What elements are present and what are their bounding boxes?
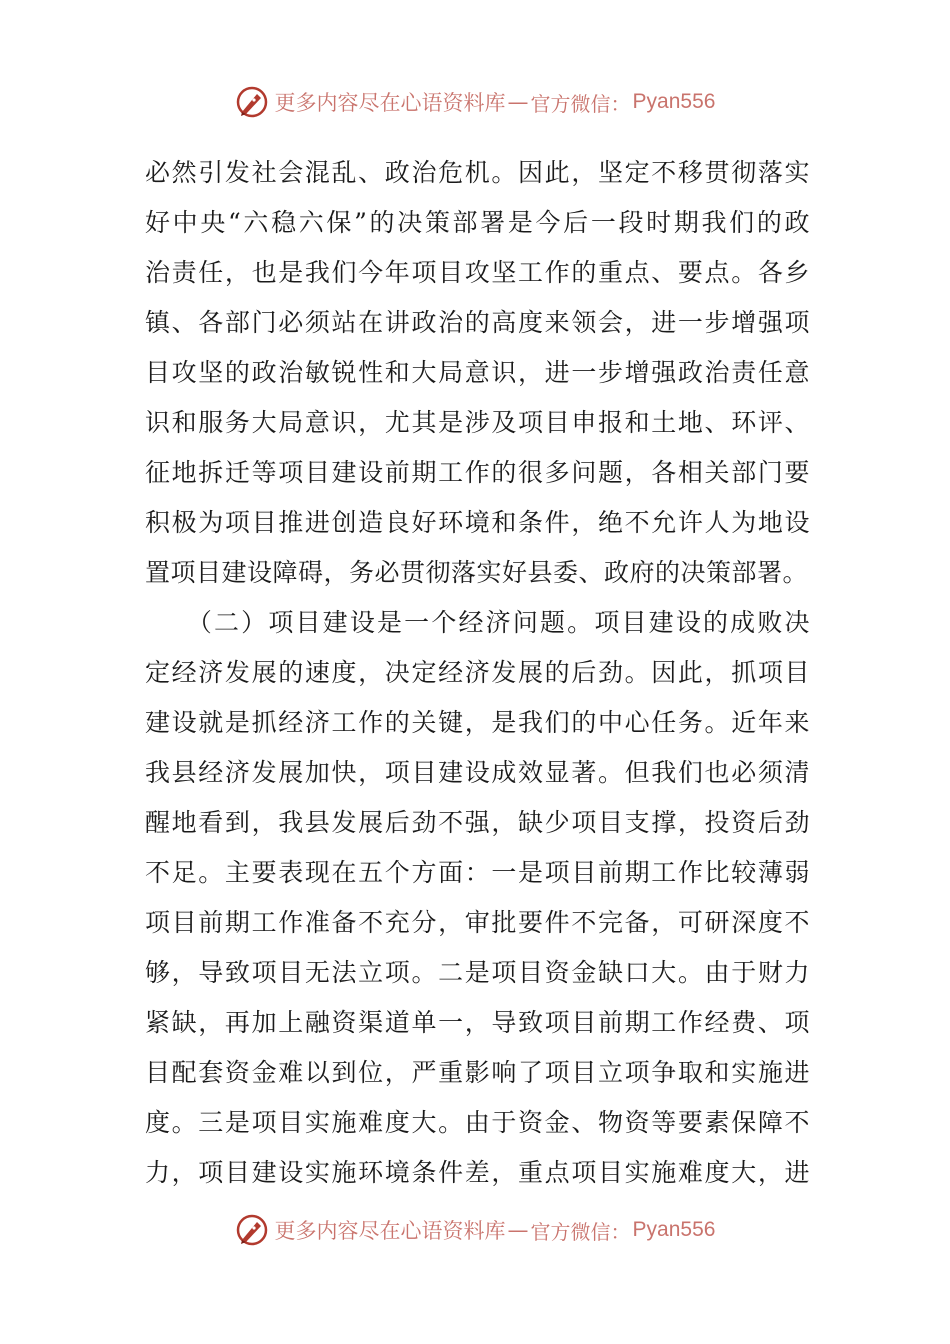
text-line: 征地拆迁等项目建设前期工作的很多问题，各相关部门要 bbox=[145, 458, 810, 487]
text-line: （二）项目建设是一个经济问题。项目建设的成败决 bbox=[145, 608, 810, 637]
text-line: 醒地看到，我县发展后劲不强，缺少项目支撑，投资后劲 bbox=[145, 808, 810, 837]
header-banner bbox=[0, 82, 950, 122]
text-line: 置项目建设障碍，务必贯彻落实好县委、政府的决策部署。 bbox=[145, 558, 809, 587]
text-line: 必然引发社会混乱、政治危机。因此，坚定不移贯彻落实 bbox=[145, 158, 810, 187]
text-line: 我县经济发展加快，项目建设成效显著。但我们也必须清 bbox=[145, 758, 810, 787]
footer-banner bbox=[0, 1210, 950, 1250]
text-line: 目配套资金难以到位，严重影响了项目立项争取和实施进 bbox=[145, 1058, 810, 1087]
text-line: 好中央“六稳六保”的决策部署是今后一段时期我们的政 bbox=[145, 208, 810, 237]
text-line: 识和服务大局意识，尤其是涉及项目申报和土地、环评、 bbox=[145, 408, 810, 437]
banner-dash: — bbox=[507, 1218, 529, 1242]
text-line: 够，导致项目无法立项。二是项目资金缺口大。由于财力 bbox=[145, 958, 810, 987]
text-line: 不足。主要表现在五个方面：一是项目前期工作比较薄弱 bbox=[145, 858, 810, 887]
pen-nib-icon bbox=[235, 85, 269, 119]
text-line: 度。三是项目实施难度大。由于资金、物资等要素保障不 bbox=[145, 1108, 810, 1137]
banner-brand-text: 更多内容尽在心语资料库 bbox=[274, 91, 506, 115]
text-line: 目攻坚的政治敏锐性和大局意识，进一步增强政治责任意 bbox=[145, 358, 810, 387]
text-line: 治责任，也是我们今年项目攻坚工作的重点、要点。各乡 bbox=[145, 258, 810, 287]
banner-dash: — bbox=[507, 90, 529, 114]
text-line: 力，项目建设实施环境条件差，重点项目实施难度大，进 bbox=[145, 1158, 810, 1187]
banner-wechat-label: 官方微信： bbox=[530, 1219, 631, 1244]
document-body bbox=[145, 148, 810, 1198]
banner-brand-text: 更多内容尽在心语资料库 bbox=[274, 1219, 506, 1243]
text-line: 建设就是抓经济工作的关键，是我们的中心任务。近年来 bbox=[145, 708, 810, 737]
banner-wechat-account: Pyan556 bbox=[632, 90, 716, 113]
text-line: 镇、各部门必须站在讲政治的高度来领会，进一步增强项 bbox=[145, 308, 810, 337]
text-line: 定经济发展的速度，决定经济发展的后劲。因此，抓项目 bbox=[145, 658, 810, 687]
text-line: 紧缺，再加上融资渠道单一，导致项目前期工作经费、项 bbox=[145, 1008, 810, 1037]
text-line: 项目前期工作准备不充分，审批要件不完备，可研深度不 bbox=[145, 908, 810, 937]
text-line: 积极为项目推进创造良好环境和条件，绝不允许人为地设 bbox=[145, 508, 810, 537]
pen-nib-icon bbox=[235, 1213, 269, 1247]
banner-wechat-account: Pyan556 bbox=[632, 1218, 716, 1241]
banner-wechat-label: 官方微信： bbox=[530, 91, 631, 116]
